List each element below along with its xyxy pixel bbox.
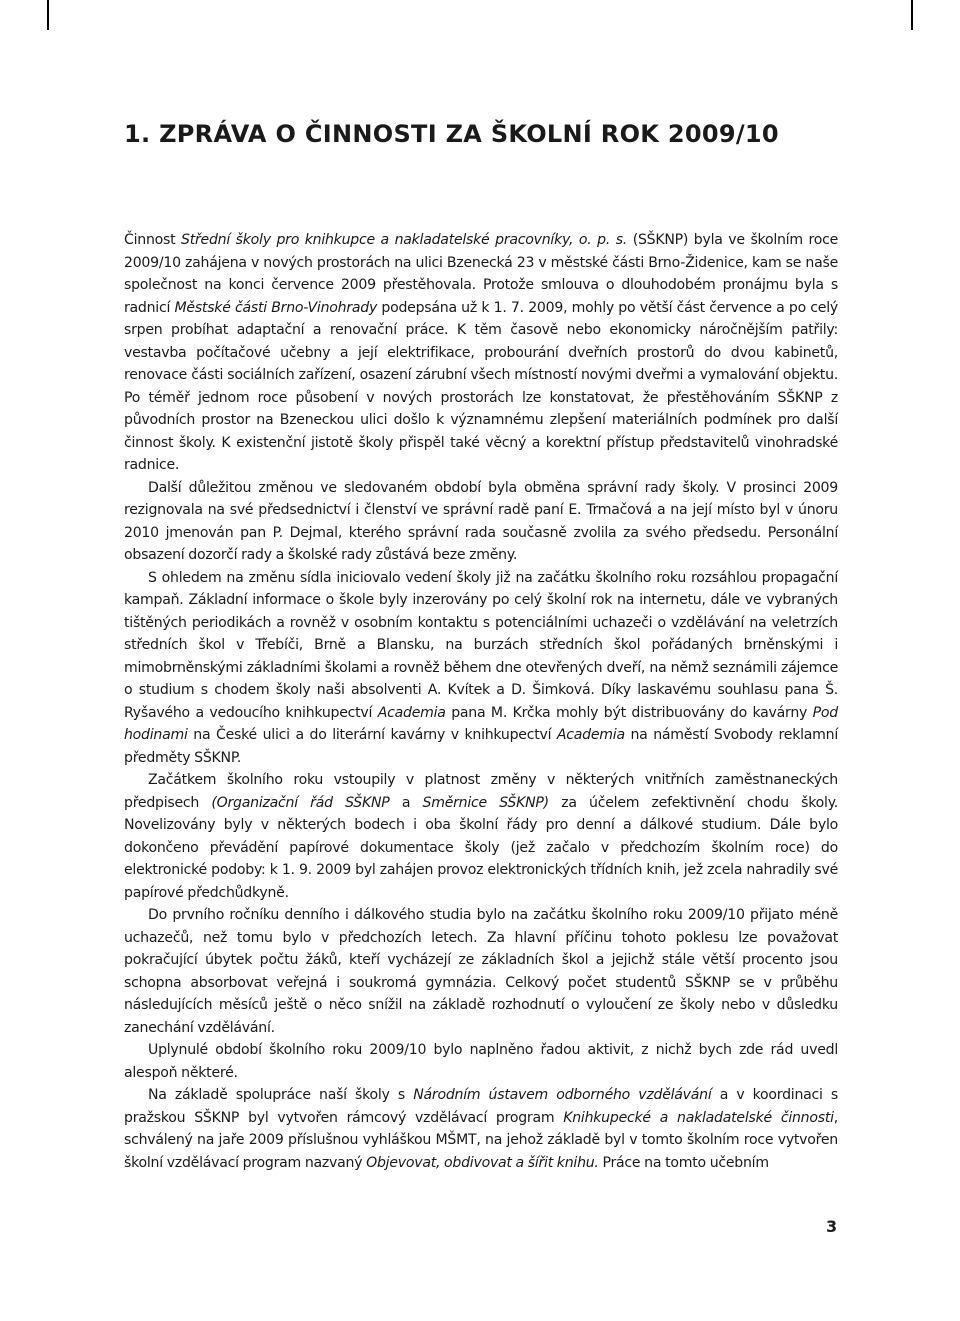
paragraph xyxy=(124,229,838,477)
crop-mark-right xyxy=(911,0,913,30)
text-run: na České ulici a do literární kavárny v knihkupectví xyxy=(187,727,557,743)
paragraph xyxy=(124,1084,838,1174)
crop-mark-left xyxy=(47,0,49,30)
italic-text-run: Městské části Brno-Vinohrady xyxy=(174,299,378,316)
page-title: 1. ZPRÁVA O ČINNOSTI ZA ŠKOLNÍ ROK 2009/10 xyxy=(124,120,779,148)
italic-text-run: Academia xyxy=(377,704,446,721)
text-run: Práce na tomto učebním xyxy=(598,1154,769,1171)
italic-text-run: Pod hodinami xyxy=(124,704,838,743)
text-run: podepsána už k 1. 7. 2009, mohly po větší část července a po celý srpen probíhat adaptační a renovační práce. K těm časově nebo ekonomicky náročnějším patřily: vestavba počítačové učebny a její elektrifikace, probourání dveřních prostorů do dvou kabinetů, renovace části sociálních zařízení, osazení zárubní všech místností novými dveřmi a vymalování objektu. Po téměř jednom roce působení v nových prostorách lze konstatovat, že přestěhováním SŠKNP z původních prostor na Bzeneckou ulici došlo k významnému zlepšení materiálních podmínek pro další činnost školy. K existenční jistotě školy přispěl také věcný a korektní přístup představitelů vinohradské radnice. xyxy=(124,299,838,473)
italic-text-run: Knihkupecké a nakladatelské činnosti xyxy=(563,1109,834,1126)
text-run: , schválený na jaře 2009 příslušnou vyhláškou MŠMT, na jehož základě byl v tomto školním roce vytvořen školní vzdělávací program nazvaný xyxy=(124,1109,838,1171)
text-run: Uplynulé období školního roku 2009/10 bylo naplněno řadou aktivit, z nichž bych zde rád uvedl alespoň některé. xyxy=(124,1042,838,1081)
text-run: za účelem zefektivnění chodu školy. Novelizovány byly v některých bodech i oba školní řády pro denní a dálkové studium. Dále bylo dokončeno převádění papírové dokumentace školy (jež začalo v předchozím školním roce) do elektronické podoby: k 1. 9. 2009 byl zahájen provoz elektronických třídních knih, jež zcela nahradily své papírové předchůdkyně. xyxy=(124,794,839,901)
italic-text-run: Střední školy pro knihkupce a nakladatelské pracovníky, o. p. s. xyxy=(181,232,628,248)
text-run: a xyxy=(389,794,423,811)
text-run: Do prvního ročníku denního i dálkového studia bylo na začátku školního roku 2009/10 přijato méně uchazečů, než tomu bylo v předchozích letech. Za hlavní příčinu tohoto poklesu lze považovat pokračující úbytek počtu žáků, kteří vycházejí ze základních škol a jejichž stále větší procento jsou schopna absorbovat veřejná i soukromá gymnázia. Celkový počet studentů SŠKNP se v průběhu následujících měsíců ještě o něco snížil na základě rozhodnutí o vyloučení ze školy nebo v důsledku zanechání vzdělávání. xyxy=(124,907,838,1036)
text-run: Další důležitou změnou ve sledovaném období byla obměna správní rady školy. V prosinci 2009 rezignovala na své předsednictví i členství ve správní radě paní E. Trmačová a na její místo byl v únoru 2010 jmenován pan P. Dejmal, kterého správní rada současně zvolila za svého předsedu. Personální obsazení dozorčí rady a školské rady zůstává beze změny. xyxy=(124,479,838,563)
text-run: pana M. Krčka mohly být distribuovány do kavárny xyxy=(445,704,813,721)
italic-text-run: (Organizační řád SŠKNP xyxy=(211,794,390,811)
text-run: a v koordinaci s pražskou SŠKNP byl vytvořen rámcový vzdělávací program xyxy=(124,1087,838,1126)
italic-text-run: Směrnice SŠKNP) xyxy=(422,794,549,811)
text-run: (SŠKNP) byla ve školním roce 2009/10 zahájena v nových prostorách na ulici Bzenecká 23 v městské části Brno-Židenice, kam se naše společnost na konci července 2009 přestěhovala. Protože smlouva o dlouhodobém pronájmu byla s radnicí xyxy=(124,232,838,316)
italic-text-run: Objevovat, obdivovat a šířit knihu. xyxy=(366,1154,599,1171)
paragraph xyxy=(124,477,838,567)
text-run: S ohledem na změnu sídla iniciovalo vedení školy již na začátku školního roku rozsáhlou propagační kampaň. Základní informace o škole byly inzerovány po celý školní rok na internetu, dále ve vybraných tištěných periodikách a rovněž v osobním kontaktu s potenciálními uchazeči o vzdělávání na veletrzích středních škol v Třebíči, Brně a Blansku, na burzách středních škol pořádaných brněnskými i mimobrněnskými základními školami a rovněž během dne otevřených dveří, na němž seznámili zájemce o studium s chodem školy naši absolventi A. Kvítek a D. Šimková. Díky laskavému souhlasu pana Š. Ryšavého a vedoucího knihkupectví xyxy=(124,569,838,721)
paragraph xyxy=(124,567,838,770)
text-run: na náměstí Svobody reklamní předměty SŠKNP. xyxy=(124,727,839,766)
paragraph xyxy=(124,1039,838,1084)
paragraph xyxy=(124,769,838,904)
italic-text-run: Národním ústavem odborného vzdělávání xyxy=(413,1087,712,1103)
text-run: Činnost xyxy=(124,232,182,248)
text-run: Začátkem školního roku vstoupily v platnost změny v některých vnitřních zaměstnaneckých předpisech xyxy=(124,772,838,811)
italic-text-run: Academia xyxy=(556,727,625,743)
paragraph xyxy=(124,904,838,1039)
page-number: 3 xyxy=(826,1217,838,1236)
text-run: Na základě spolupráce naší školy s xyxy=(148,1087,414,1103)
body-text xyxy=(124,229,838,1174)
